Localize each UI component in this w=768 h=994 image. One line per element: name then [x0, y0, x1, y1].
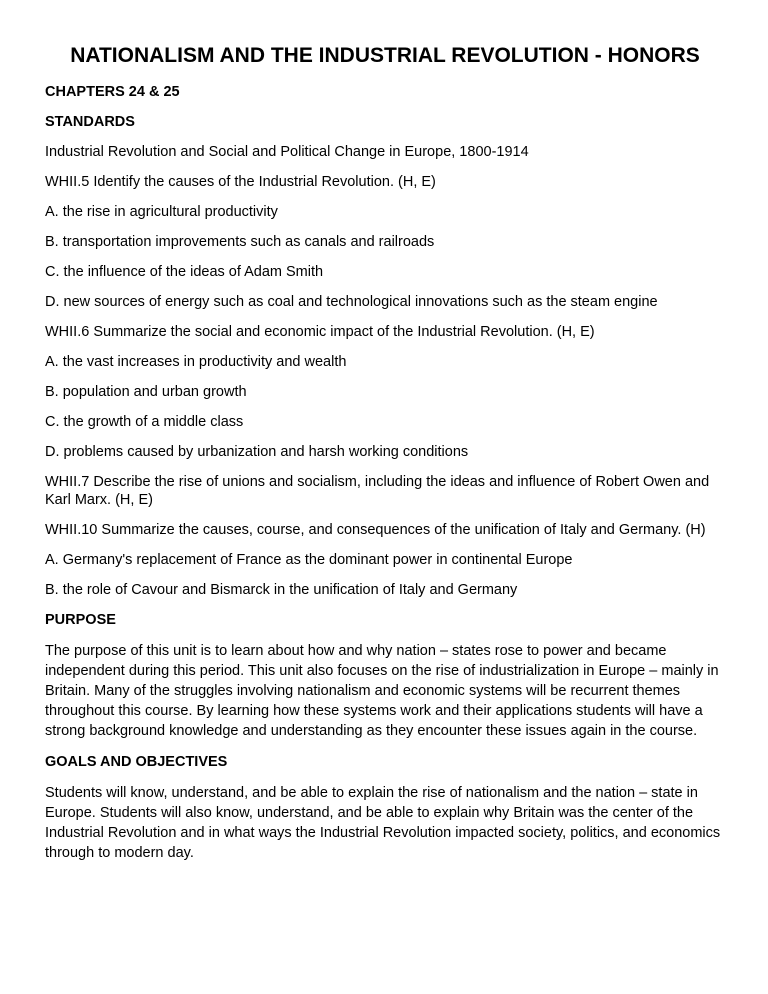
standards-line: A. the vast increases in productivity and wealth: [45, 354, 347, 370]
purpose-paragraph: The purpose of this unit is to learn about how and why nation – states rose to power and became independent during this period. This unit also focuses on the rise of industrialization in Europe – mainly in Britain. Many of the struggles involving nationalism and economic systems will be recurrent themes throughout this course. By learning how these systems work and their applications students will have a strong background knowledge and understanding as they encounter these issues again in the course.: [45, 643, 719, 739]
standards-line: Industrial Revolution and Social and Political Change in Europe, 1800-1914: [45, 144, 529, 160]
standards-line: WHII.6 Summarize the social and economic impact of the Industrial Revolution. (H, E): [45, 324, 595, 340]
standards-line: D. problems caused by urbanization and harsh working conditions: [45, 444, 469, 460]
standards-line: A. Germany's replacement of France as the dominant power in continental Europe: [45, 552, 573, 568]
standards-line: WHII.5 Identify the causes of the Industrial Revolution. (H, E): [45, 174, 436, 190]
goals-heading: GOALS AND OBJECTIVES: [45, 754, 228, 770]
standards-heading: STANDARDS: [45, 114, 135, 130]
purpose-heading: PURPOSE: [45, 612, 116, 628]
standards-line: C. the growth of a middle class: [45, 414, 244, 430]
standards-line: B. transportation improvements such as canals and railroads: [45, 234, 435, 250]
standards-line: B. the role of Cavour and Bismarck in the unification of Italy and Germany: [45, 582, 518, 598]
standards-line: WHII.7 Describe the rise of unions and socialism, including the ideas and influence of Robert Owen and Karl Marx. (H, E): [45, 474, 710, 508]
chapters-heading: CHAPTERS 24 & 25: [45, 84, 180, 100]
standards-line: C. the influence of the ideas of Adam Smith: [45, 264, 324, 280]
standards-line: B. population and urban growth: [45, 384, 247, 400]
document-page: [45, 42, 725, 875]
goals-paragraph: Students will know, understand, and be able to explain the rise of nationalism and the nation – state in Europe. Students will also know, understand, and be able to explain why Britain was the center of the Industrial Revolution and in what ways the Industrial Revolution impacted society, politics, and economics through to modern day.: [45, 785, 721, 861]
document-title: NATIONALISM AND THE INDUSTRIAL REVOLUTION - HONORS: [70, 44, 700, 67]
standards-line: A. the rise in agricultural productivity: [45, 204, 278, 220]
standards-line: D. new sources of energy such as coal and technological innovations such as the steam engine: [45, 294, 658, 310]
standards-list: [45, 143, 725, 599]
standards-line: WHII.10 Summarize the causes, course, and consequences of the unification of Italy and Germany. (H): [45, 522, 706, 538]
